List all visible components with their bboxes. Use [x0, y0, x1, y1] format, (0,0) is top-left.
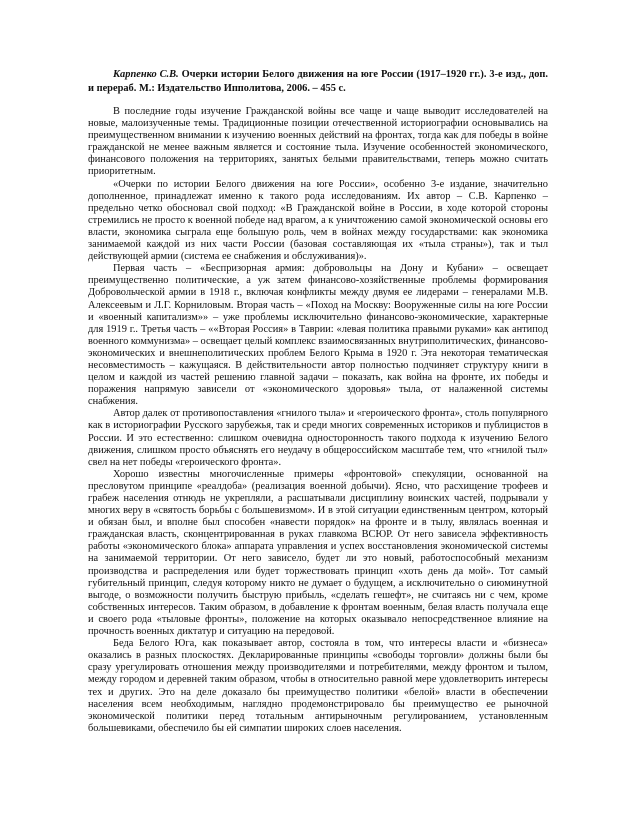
- paragraph: Первая часть – «Беспризорная армия: добровольцы на Дону и Кубани» – освещает преимущественно политические, а уж затем финансово-хозяйственные проблемы формирования Добровольческой армии в 1918 г., включая конфликты между двумя ее лидерами – генералами М.В. Алексеевым и Л.Г. Корниловым. Вторая часть – «Поход на Москву: Вооруженные силы на юге России и «военный капитализм»» – уже проблемы исключительно финансово-экономические, характерные для 1919 г.. Третья часть – ««Вторая Россия» в Таврии: «левая политика правыми руками» как антипод военного коммунизма» – освещает целый комплекс взаимосвязанных внутриполитических, финансово-экономических и внешнеполитических проблем Белого Крыма в 1920 г. Эта некоторая тематическая несовместимость – кажущаяся. В действительности автор полностью подчиняет структуру книги в целом и каждой из частей решению главной задачи – показать, как война на фронте, их победы и поражения напрямую зависели от «экономического здоровья» тыла, от налаженной системы снабжения.: [88, 263, 548, 408]
- paragraph: «Очерки по истории Белого движения на юге России», особенно 3-е издание, значительно дополненное, принадлежат именно к такого рода исследованиям. Их автор – С.В. Карпенко – предельно четко обосновал свой подход: «В Гражданской войне в России, в ходе которой стороны стремились не просто к военной победе над врагом, а к уничтожению самой экономической основы его власти, экономика сыграла еще большую роль, чем в войнах между государствами: как экономика занимаемой каждой из них части России (базовая составляющая их «тыла страны»), так и тыл действующей армии (система ее снабжения и обслуживания)».: [88, 178, 548, 263]
- paragraph: В последние годы изучение Гражданской войны все чаще и чаще выводит исследователей на новые, малоизученные темы. Традиционные позиции отечественной историографии основывались на преимущественном внимании к изучению военных действий на фронтах, тогда как для победы в войне гражданской не менее важным является и состояние тыла. Изучение особенностей экономического, финансового положения на территориях, занятых белыми правительствами, теперь можно считать приоритетным.: [88, 106, 548, 178]
- book-title: Очерки истории Белого движения на юге России (1917–1920 гг.). 3-е изд., доп. и перераб. М.: Издательство Ипполитова, 2006. – 455 с.: [88, 69, 548, 94]
- author-name: Карпенко С.В.: [113, 69, 179, 80]
- paragraph: Хорошо известны многочисленные примеры «фронтовой» спекуляции, основанной на пресловутом принципе «реалдоба» (реализация военной добычи). Ясно, что расхищение трофеев и грабеж населения отнюдь не укрепляли, а расшатывали дисциплину воинских частей, подрывали у многих веру в «святость борьбы с большевизмом». И в этой ситуации единственным центром, который и обязан был, и вполне был способен «навести порядок» на фронте и в тылу, являлась военная и гражданская власть, сконцентрированная в руках главкома ВСЮР. От него зависела эффективность работы «экономического блока» аппарата управления и успех восстановления экономической системы на занимаемой территории. От него зависело, будет ли это новый, работоспособный механизм производства и распределения или будет торжествовать принцип «хоть день да мой». Тот самый губительный принцип, следуя которому никто не думает о будущем, а исключительно о сиюминутной выгоде, о возможности получить быструю прибыль, «сделать гешефт», не считаясь ни с чем, кроме собственных интересов. Таким образом, в добавление к фронтам военным, белая власть получала еще и своего рода «тыловые фронты», положение на которых оказывало непосредственное влияние на прочность военных диктатур и ситуацию на передовой.: [88, 468, 548, 638]
- document-page: [88, 68, 548, 735]
- paragraph: Автор далек от противопоставления «гнилого тыла» и «героического фронта», столь популярного как в историографии Русского зарубежья, так и среди многих современных историков и публицистов в России. И это естественно: слишком очевидна односторонность такого подхода к изучению Белого движения, слишком просто объяснять его неудачу в общероссийском масштабе тем, что «гнилой тыл» свел на нет победы «героического фронта».: [88, 408, 548, 468]
- review-heading: [88, 68, 548, 96]
- paragraph: Беда Белого Юга, как показывает автор, состояла в том, что интересы власти и «бизнеса» оказались в разных плоскостях. Декларированные принципы «свободы торговли» должны были бы сразу урегулировать отношения между производителями и потребителями, между фронтом и тылом, между городом и деревней таким образом, чтобы в относительно равной мере удовлетворить интересы тех и других. Это на деле доказало бы преимущество политики «белой» власти в обеспечении населения всем необходимым, наглядно продемонстрировало бы преимущество ее рыночной экономической политики перед тотальным антирыночным регулированием, установленным большевиками, обеспечило бы ей симпатии широких слоев населения.: [88, 638, 548, 734]
